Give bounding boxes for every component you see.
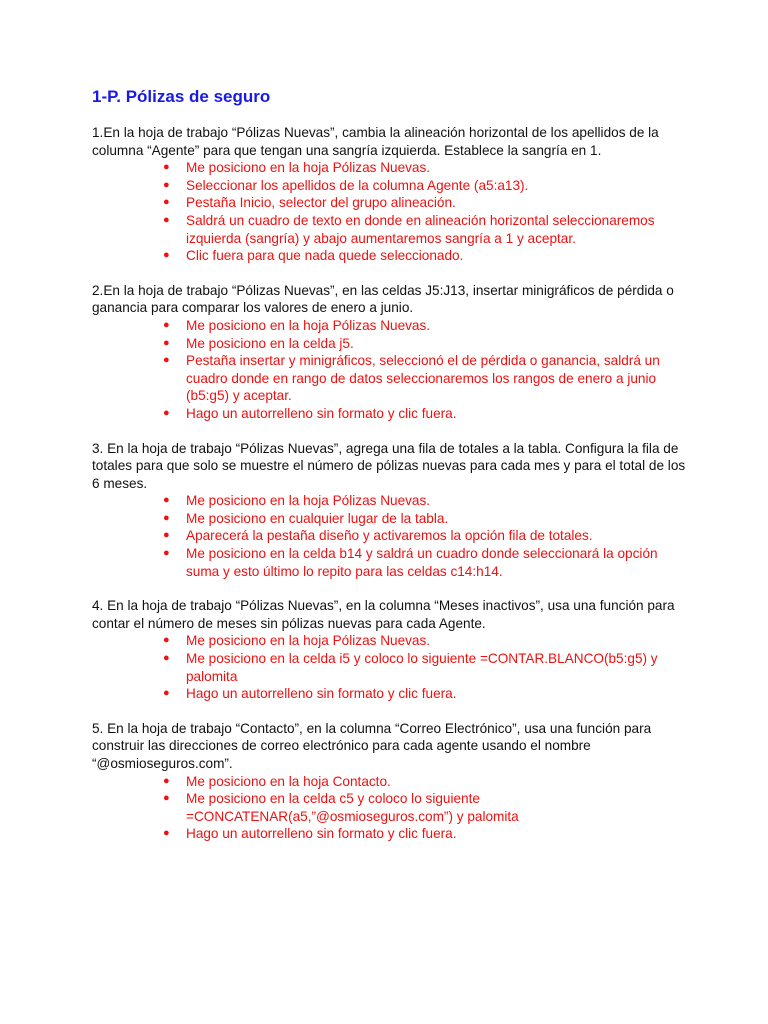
step-text: Me posiciono en la hoja Pólizas Nuevas. <box>186 633 431 649</box>
bullet-icon: ● <box>163 529 170 542</box>
step-text: Hago un autorrelleno sin formato y clic fuera. <box>186 826 457 842</box>
step-item <box>163 825 688 843</box>
step-item <box>163 545 688 580</box>
bullet-icon: ● <box>163 196 170 209</box>
step-item <box>163 685 688 703</box>
step-text: Me posiciono en la hoja Pólizas Nuevas. <box>186 160 431 176</box>
step-item <box>163 177 688 195</box>
bullet-icon: ● <box>163 213 170 226</box>
step-text: Pestaña Inicio, selector del grupo alineación. <box>186 195 456 211</box>
step-item <box>163 247 688 265</box>
step-text: Me posiciono en la celda i5 y coloco lo siguiente =CONTAR.BLANCO(b5:g5) y palomita <box>186 651 658 684</box>
question-text: 2.En la hoja de trabajo “Pólizas Nuevas”, en las celdas J5:J13, insertar minigráficos de pérdida o ganancia para comparar los valores de enero a junio. <box>92 282 674 316</box>
bullet-icon: ● <box>163 318 170 331</box>
step-item <box>163 335 688 353</box>
step-text: Aparecerá la pestaña diseño y activaremos la opción fila de totales. <box>186 528 593 544</box>
bullet-icon: ● <box>163 792 170 805</box>
step-text: Me posiciono en la hoja Pólizas Nuevas. <box>186 317 431 333</box>
question-text: 5. En la hoja de trabajo “Contacto”, en la columna “Correo Electrónico”, usa una función para construir las direcciones de correo electrónico para cada agente usando el nombre “@osmioseguros.com”. <box>92 720 652 771</box>
step-item <box>163 194 688 212</box>
bullet-icon: ● <box>163 178 170 191</box>
bullet-icon: ● <box>163 547 170 560</box>
step-item <box>163 352 688 405</box>
step-list <box>92 773 688 843</box>
question-4 <box>92 597 688 703</box>
step-text: Saldrá un cuadro de texto en donde en alineación horizontal seleccionaremos izquierda (sangría) y abajo aumentaremos sangría a 1 y aceptar. <box>186 212 655 246</box>
step-text: Me posiciono en la celda c5 y coloco lo siguiente =CONCATENAR(a5,”@osmioseguros.com”) y palomita <box>186 791 519 824</box>
bullet-icon: ● <box>163 511 170 524</box>
bullet-icon: ● <box>163 687 170 700</box>
step-item <box>163 790 688 825</box>
question-text: 3. En la hoja de trabajo “Pólizas Nuevas”, agrega una fila de totales a la tabla. Configura la fila de totales para que solo se muestre el número de pólizas nuevas para cada mes y para el total de los 6 meses. <box>92 440 686 491</box>
step-item <box>163 632 688 650</box>
bullet-icon: ● <box>163 249 170 262</box>
step-item <box>163 405 688 423</box>
question-5 <box>92 720 688 843</box>
step-text: Me posiciono en la hoja Contacto. <box>186 773 391 789</box>
bullet-icon: ● <box>163 336 170 349</box>
bullet-icon: ● <box>163 494 170 507</box>
bullet-icon: ● <box>163 827 170 840</box>
step-list <box>92 492 688 580</box>
step-item <box>163 773 688 791</box>
bullet-icon: ● <box>163 406 170 419</box>
step-text: Hago un autorrelleno sin formato y clic fuera. <box>186 405 457 421</box>
step-text: Pestaña insertar y minigráficos, seleccionó el de pérdida o ganancia, saldrá un cuadro donde en rango de datos seleccionaremos los rangos de enero a junio (b5:g5) y aceptar. <box>186 353 660 404</box>
bullet-icon: ● <box>163 774 170 787</box>
question-text: 1.En la hoja de trabajo “Pólizas Nuevas”, cambia la alineación horizontal de los apellidos de la columna “Agente” para que tengan una sangría izquierda. Establece la sangría en 1. <box>92 125 659 158</box>
step-item <box>163 527 688 545</box>
step-item <box>163 650 688 685</box>
step-item <box>163 510 688 528</box>
step-list <box>92 632 688 702</box>
step-item <box>163 317 688 335</box>
bullet-icon: ● <box>163 354 170 367</box>
document-title: 1-P. Pólizas de seguro <box>92 87 271 106</box>
question-2 <box>92 282 688 423</box>
step-item <box>163 492 688 510</box>
step-text: Me posiciono en la celda j5. <box>186 335 354 351</box>
step-text: Me posiciono en la hoja Pólizas Nuevas. <box>186 493 431 509</box>
question-text: 4. En la hoja de trabajo “Pólizas Nuevas”, en la columna “Meses inactivos”, usa una función para contar el número de meses sin pólizas nuevas para cada Agente. <box>92 598 675 631</box>
step-list <box>92 317 688 423</box>
step-text: Seleccionar los apellidos de la columna Agente (a5:a13). <box>186 177 529 193</box>
step-text: Hago un autorrelleno sin formato y clic fuera. <box>186 686 457 702</box>
bullet-icon: ● <box>163 634 170 647</box>
question-1 <box>92 124 688 265</box>
bullet-icon: ● <box>163 652 170 665</box>
step-text: Me posiciono en cualquier lugar de la tabla. <box>186 510 449 526</box>
step-list <box>92 159 688 265</box>
bullet-icon: ● <box>163 161 170 174</box>
step-item <box>163 159 688 177</box>
step-text: Clic fuera para que nada quede seleccionado. <box>186 248 464 264</box>
step-item <box>163 212 688 247</box>
question-3 <box>92 440 688 581</box>
step-text: Me posiciono en la celda b14 y saldrá un cuadro donde seleccionará la opción suma y esto último lo repito para las celdas c14:h14. <box>186 546 658 579</box>
